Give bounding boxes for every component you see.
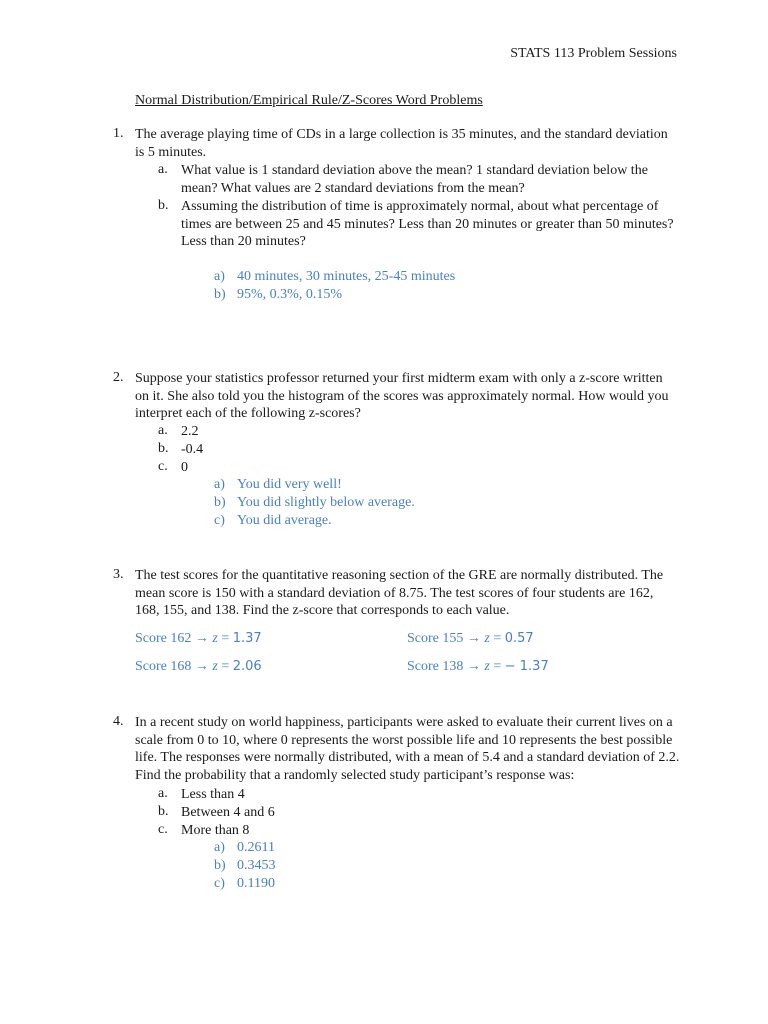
part-text: 2.2 (181, 424, 199, 439)
answer-label: a) (214, 477, 225, 492)
part-label: c. (158, 822, 168, 837)
equals-sign: = (221, 659, 230, 674)
answer-text: You did average. (237, 513, 332, 528)
zscore-score: Score 138 (407, 659, 464, 674)
zscore-value: − 1.37 (504, 659, 549, 674)
answer-text: You did slightly below average. (237, 495, 415, 510)
arrow-icon: → (194, 659, 209, 674)
zscore-score: Score 162 (135, 631, 192, 646)
answer-label: b) (214, 858, 226, 873)
z-variable: z (484, 631, 490, 646)
part-label: b. (158, 441, 169, 456)
answer-label: a) (214, 840, 225, 855)
problem-number: 4. (113, 714, 124, 729)
answer-text: 0.1190 (237, 876, 275, 891)
part-text: More than 8 (181, 823, 250, 838)
part-label: a. (158, 423, 168, 438)
z-variable: z (484, 659, 490, 674)
zscore-score: Score 155 (407, 631, 464, 646)
zscore-value: 0.57 (504, 631, 534, 646)
course-header: STATS 113 Problem Sessions (510, 46, 677, 61)
problem-number: 1. (113, 126, 124, 141)
part-label: b. (158, 804, 169, 819)
problem-text: The test scores for the quantitative reasoning section of the GRE are normally distributed. The mean score is 150 with a standard deviation of 8.75. The test scores of four students are 162, 168, 155, and 138. Find the z-score that corresponds to each value. (135, 568, 664, 619)
part-text: Assuming the distribution of time is approximately normal, about what percentage of times are between 25 and 45 minutes? Less than 20 minutes or greater than 50 minutes? Less than 20 minutes? (181, 199, 674, 250)
equals-sign: = (493, 659, 502, 674)
problem-number: 3. (113, 567, 124, 582)
arrow-icon: → (466, 631, 481, 646)
zscore-result (407, 631, 534, 647)
answer-text: 95%, 0.3%, 0.15% (237, 287, 342, 302)
zscore-value: 1.37 (232, 631, 262, 646)
zscore-result (135, 631, 262, 647)
answer-label: b) (214, 495, 226, 510)
arrow-icon: → (466, 659, 481, 674)
part-text: 0 (181, 460, 188, 475)
answer-label: b) (214, 287, 226, 302)
equals-sign: = (221, 631, 230, 646)
part-label: b. (158, 198, 169, 213)
equals-sign: = (493, 631, 502, 646)
arrow-icon: → (194, 631, 209, 646)
answer-text: 0.3453 (237, 858, 276, 873)
answer-label: c) (214, 876, 225, 891)
part-text: Less than 4 (181, 787, 245, 802)
answer-text: You did very well! (237, 477, 342, 492)
problem-text: In a recent study on world happiness, participants were asked to evaluate their current lives on a scale from 0 to 10, where 0 represents the worst possible life and 10 represents the best possible life. The responses were normally distributed, with a mean of 5.4 and a standard deviation of 2.2. Find the probability that a randomly selected study participant’s response was: (135, 715, 680, 783)
problem-number: 2. (113, 370, 124, 385)
answer-label: a) (214, 269, 225, 284)
part-text: -0.4 (181, 442, 204, 457)
zscore-value: 2.06 (232, 659, 262, 674)
z-variable: z (212, 659, 218, 674)
zscore-result (407, 659, 549, 675)
part-label: a. (158, 162, 168, 177)
problem-text: The average playing time of CDs in a large collection is 35 minutes, and the standard deviation is 5 minutes. (135, 127, 668, 160)
part-label: c. (158, 459, 168, 474)
part-text: Between 4 and 6 (181, 805, 275, 820)
zscore-score: Score 168 (135, 659, 192, 674)
page-title: Normal Distribution/Empirical Rule/Z-Scores Word Problems (135, 93, 483, 108)
answer-text: 0.2611 (237, 840, 275, 855)
problem-text: Suppose your statistics professor returned your first midterm exam with only a z-score written on it. She also told you the histogram of the scores was approximately normal. How would you interpret each of the following z-scores? (135, 371, 669, 422)
z-variable: z (212, 631, 218, 646)
zscore-result (135, 659, 262, 675)
part-label: a. (158, 786, 168, 801)
answer-label: c) (214, 513, 225, 528)
answer-text: 40 minutes, 30 minutes, 25-45 minutes (237, 269, 456, 284)
part-text: What value is 1 standard deviation above the mean? 1 standard deviation below the mean? What values are 2 standard deviations from the mean? (181, 163, 648, 196)
